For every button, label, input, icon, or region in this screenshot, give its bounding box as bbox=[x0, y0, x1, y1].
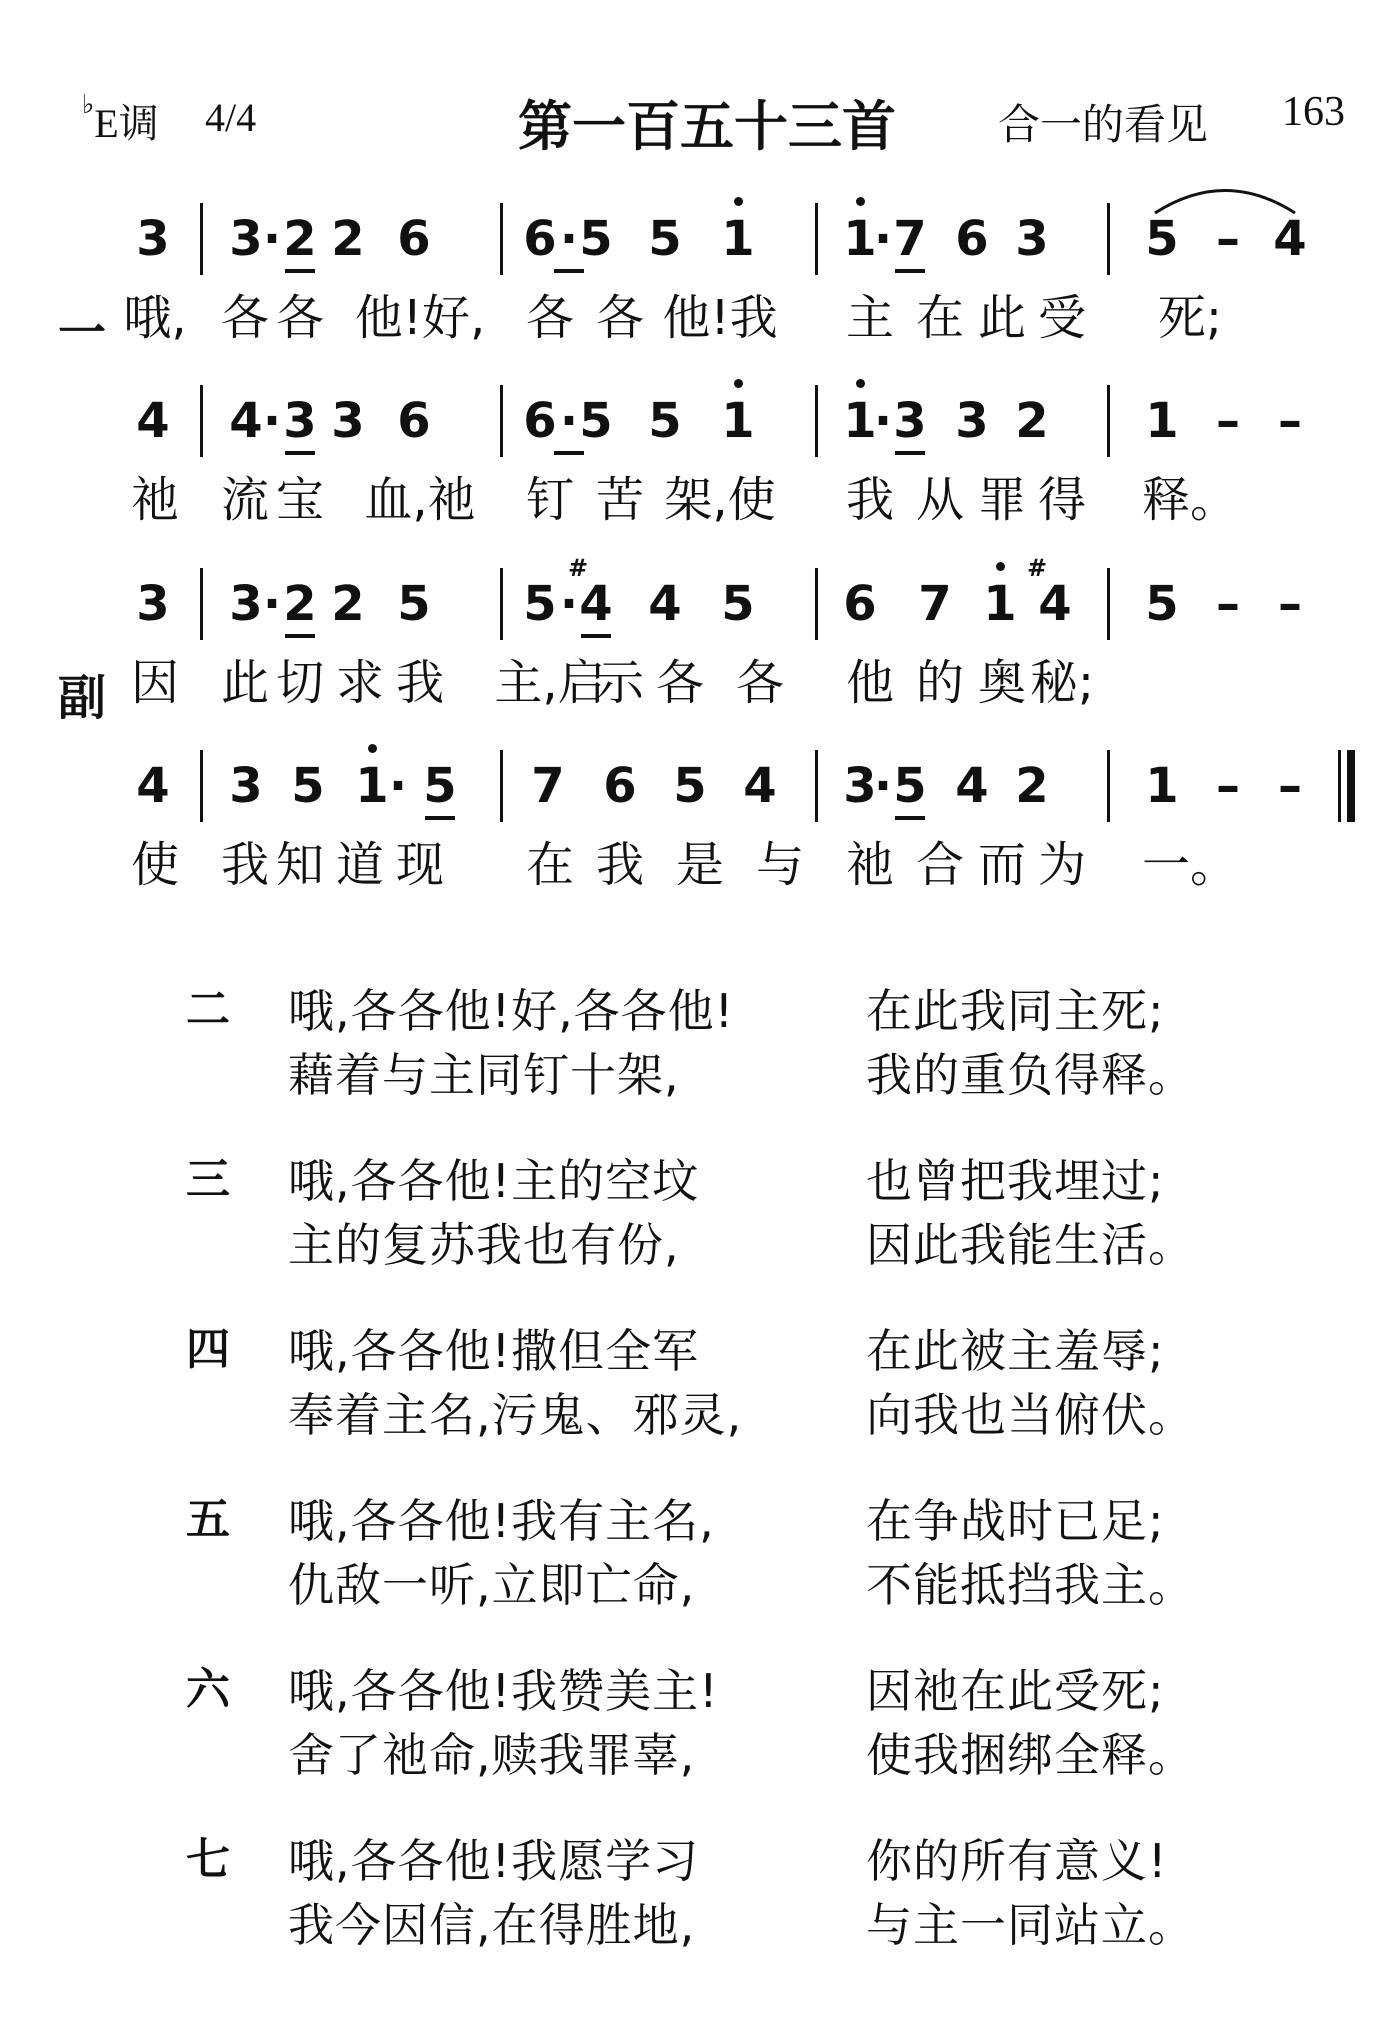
note: · bbox=[388, 758, 408, 814]
lyric-syllable: 各 bbox=[595, 290, 645, 346]
barline bbox=[500, 568, 503, 640]
eighth-underline bbox=[425, 816, 455, 820]
note: 6 bbox=[955, 211, 989, 267]
verse-line: 在争战时已足; bbox=[866, 1494, 1165, 1548]
lyric-syllable: 各 bbox=[735, 655, 785, 711]
octave-dot bbox=[996, 562, 1005, 571]
lyric-syllable: 从 bbox=[915, 472, 965, 528]
lyric-syllable: 祂 bbox=[845, 837, 895, 893]
note: 4 bbox=[136, 758, 170, 814]
note: 5 bbox=[291, 758, 325, 814]
note: 5 bbox=[721, 576, 755, 632]
verse-marker: 副 bbox=[58, 670, 107, 726]
note: 2 bbox=[331, 211, 365, 267]
verse-line: 向我也当俯伏。 bbox=[866, 1388, 1195, 1442]
note: 3 bbox=[136, 576, 170, 632]
lyric-syllable: 此 bbox=[977, 290, 1027, 346]
octave-dot bbox=[734, 379, 743, 388]
octave-dot bbox=[734, 197, 743, 206]
hymn-subtitle: 合一的看见 bbox=[998, 100, 1209, 149]
barline bbox=[200, 385, 203, 457]
note: 3 bbox=[893, 393, 927, 449]
note: 6 bbox=[603, 758, 637, 814]
lyric-syllable: 使 bbox=[130, 837, 180, 893]
verse-line: 哦,各各他!好,各各他! bbox=[288, 984, 735, 1038]
sharp-sign: # bbox=[1027, 554, 1048, 582]
barline bbox=[1107, 203, 1110, 275]
barline bbox=[500, 385, 503, 457]
barline bbox=[1107, 750, 1110, 822]
lyric-syllable: 我 bbox=[595, 837, 645, 893]
note: 4 bbox=[1273, 211, 1307, 267]
verse-marker: 一 bbox=[58, 305, 107, 361]
verse-line: 因此我能生活。 bbox=[866, 1218, 1195, 1272]
note: 5 bbox=[423, 758, 457, 814]
eighth-underline bbox=[554, 451, 584, 455]
eighth-underline bbox=[285, 451, 315, 455]
verse-number: 六 bbox=[186, 1664, 230, 1715]
lyric-syllable: 我 bbox=[845, 472, 895, 528]
verse-line: 仇敌一听,立即亡命, bbox=[288, 1558, 696, 1612]
note: 3 bbox=[229, 758, 263, 814]
lyric-syllable: 此 bbox=[220, 655, 270, 711]
lyric-syllable: 各 bbox=[655, 655, 705, 711]
lyric-syllable: 秘; bbox=[1029, 655, 1095, 711]
note: 4 bbox=[136, 393, 170, 449]
lyric-syllable: 与 bbox=[755, 837, 805, 893]
note: 2 bbox=[1015, 758, 1049, 814]
final-barline bbox=[1347, 750, 1355, 822]
note: 2 bbox=[283, 211, 317, 267]
lyric-syllable: 各 bbox=[275, 290, 325, 346]
lyric-syllable: 他!好, bbox=[354, 290, 486, 346]
note: · bbox=[873, 211, 893, 267]
note: 4 bbox=[1038, 576, 1072, 632]
note: · bbox=[262, 211, 282, 267]
lyric-syllable: 他!我 bbox=[662, 290, 778, 346]
verse-number: 三 bbox=[186, 1154, 230, 1205]
lyric-syllable: 释。 bbox=[1141, 472, 1239, 528]
octave-dot bbox=[856, 379, 865, 388]
verse-number: 二 bbox=[186, 984, 230, 1035]
final-barline bbox=[1338, 750, 1341, 822]
lyric-syllable: 道 bbox=[335, 837, 385, 893]
note: 3 bbox=[283, 393, 317, 449]
verse-line: 在此我同主死; bbox=[866, 984, 1165, 1038]
note: 5 bbox=[648, 211, 682, 267]
barline bbox=[1107, 385, 1110, 457]
verse-line: 奉着主名,污鬼、邪灵, bbox=[288, 1388, 743, 1442]
sharp-sign: # bbox=[568, 554, 589, 582]
lyric-syllable: 求 bbox=[335, 655, 385, 711]
note: 1 bbox=[1145, 758, 1179, 814]
barline bbox=[815, 385, 818, 457]
note: 1 bbox=[721, 393, 755, 449]
lyric-syllable: 而 bbox=[977, 837, 1027, 893]
lyric-syllable: 死; bbox=[1157, 290, 1223, 346]
lyric-syllable: 一。 bbox=[1141, 837, 1239, 893]
verse-line: 也曾把我埋过; bbox=[866, 1154, 1165, 1208]
note: – bbox=[1216, 211, 1240, 267]
lyric-syllable: 宝 bbox=[275, 472, 325, 528]
note: 4 bbox=[743, 758, 777, 814]
verse-line: 与主一同站立。 bbox=[866, 1898, 1195, 1952]
lyric-syllable: 知 bbox=[275, 837, 325, 893]
note: 3 bbox=[136, 211, 170, 267]
note: 1 bbox=[843, 393, 877, 449]
note: 3 bbox=[955, 393, 989, 449]
note: 5 bbox=[648, 393, 682, 449]
barline bbox=[500, 203, 503, 275]
note: – bbox=[1216, 393, 1240, 449]
lyric-syllable: 现 bbox=[395, 837, 445, 893]
verse-line: 主的复苏我也有份, bbox=[288, 1218, 680, 1272]
octave-dot bbox=[368, 744, 377, 753]
verse-line: 舍了祂命,赎我罪辜, bbox=[288, 1728, 696, 1782]
note: 2 bbox=[1015, 393, 1049, 449]
lyric-syllable: 因 bbox=[130, 655, 180, 711]
lyric-syllable: 祂 bbox=[130, 472, 180, 528]
verse-line: 哦,各各他!我赞美主! bbox=[288, 1664, 719, 1718]
note: 1 bbox=[355, 758, 389, 814]
note: 3 bbox=[331, 393, 365, 449]
note: 5 bbox=[397, 576, 431, 632]
eighth-underline bbox=[285, 269, 315, 273]
barline bbox=[200, 203, 203, 275]
note: 6 bbox=[397, 393, 431, 449]
note: 6 bbox=[397, 211, 431, 267]
note: 4 bbox=[955, 758, 989, 814]
note: 1 bbox=[1145, 393, 1179, 449]
lyric-syllable: 是 bbox=[675, 837, 725, 893]
lyric-syllable: 各 bbox=[525, 290, 575, 346]
lyric-syllable: 哦, bbox=[123, 290, 187, 346]
verse-line: 不能抵挡我主。 bbox=[866, 1558, 1195, 1612]
time-signature: 4/4 bbox=[205, 95, 257, 140]
note: 3 bbox=[1015, 211, 1049, 267]
verse-line: 藉着与主同钉十架, bbox=[288, 1048, 680, 1102]
note: · bbox=[873, 393, 893, 449]
verse-line: 哦,各各他!撒但全军 bbox=[288, 1324, 700, 1378]
note: 5 bbox=[893, 758, 927, 814]
note: 6 bbox=[523, 393, 557, 449]
barline bbox=[200, 568, 203, 640]
hymn-title: 第一百五十三首 bbox=[518, 95, 896, 158]
lyric-syllable: 主 bbox=[845, 290, 895, 346]
lyric-syllable: 切 bbox=[275, 655, 325, 711]
note: – bbox=[1278, 393, 1302, 449]
note: · bbox=[559, 393, 579, 449]
note: · bbox=[559, 576, 579, 632]
eighth-underline bbox=[554, 269, 584, 273]
verse-number: 四 bbox=[186, 1324, 230, 1375]
lyric-syllable: 在 bbox=[525, 837, 575, 893]
verse-line: 哦,各各他!我愿学习 bbox=[288, 1834, 700, 1888]
verse-line: 在此被主羞辱; bbox=[866, 1324, 1165, 1378]
note: 4 bbox=[648, 576, 682, 632]
note: 5 bbox=[673, 758, 707, 814]
eighth-underline bbox=[895, 269, 925, 273]
lyric-syllable: 各 bbox=[220, 290, 270, 346]
barline bbox=[815, 750, 818, 822]
verse-line: 哦,各各他!主的空坟 bbox=[288, 1154, 700, 1208]
note: · bbox=[559, 211, 579, 267]
barline bbox=[1107, 568, 1110, 640]
eighth-underline bbox=[895, 816, 925, 820]
note: 5 bbox=[579, 211, 613, 267]
lyric-syllable: 合 bbox=[915, 837, 965, 893]
lyric-syllable: 血,祂 bbox=[364, 472, 476, 528]
eighth-underline bbox=[581, 634, 611, 638]
octave-dot bbox=[856, 197, 865, 206]
note: 2 bbox=[283, 576, 317, 632]
note: 3 bbox=[229, 211, 263, 267]
lyric-syllable: 钉 bbox=[525, 472, 575, 528]
lyric-syllable: 为 bbox=[1037, 837, 1087, 893]
lyric-syllable: 得 bbox=[1037, 472, 1087, 528]
note: – bbox=[1278, 758, 1302, 814]
verse-number: 七 bbox=[186, 1834, 230, 1885]
barline bbox=[500, 750, 503, 822]
barline bbox=[200, 750, 203, 822]
lyric-syllable: 的 bbox=[915, 655, 965, 711]
lyric-syllable: 架,使 bbox=[664, 472, 776, 528]
note: 5 bbox=[523, 576, 557, 632]
note: – bbox=[1216, 758, 1240, 814]
lyric-syllable: 流 bbox=[220, 472, 270, 528]
barline bbox=[815, 203, 818, 275]
verse-line: 因祂在此受死; bbox=[866, 1664, 1165, 1718]
lyric-syllable: 在 bbox=[915, 290, 965, 346]
lyric-syllable: 受 bbox=[1037, 290, 1087, 346]
note: 1 bbox=[721, 211, 755, 267]
lyric-syllable: 奥 bbox=[977, 655, 1027, 711]
note: 4 bbox=[579, 576, 613, 632]
note: – bbox=[1278, 576, 1302, 632]
lyric-syllable: 主,启 bbox=[494, 655, 606, 711]
eighth-underline bbox=[895, 451, 925, 455]
note: 5 bbox=[579, 393, 613, 449]
note: 7 bbox=[893, 211, 927, 267]
verse-number: 五 bbox=[186, 1494, 230, 1545]
note: 6 bbox=[843, 576, 877, 632]
note: 3 bbox=[229, 576, 263, 632]
tie-arc bbox=[1150, 178, 1300, 218]
note: 5 bbox=[1145, 576, 1179, 632]
note: 1 bbox=[983, 576, 1017, 632]
lyric-syllable: 示 bbox=[595, 655, 645, 711]
verse-line: 我今因信,在得胜地, bbox=[288, 1898, 696, 1952]
lyric-syllable: 他 bbox=[845, 655, 895, 711]
note: · bbox=[873, 758, 893, 814]
note: 6 bbox=[523, 211, 557, 267]
note: 3 bbox=[843, 758, 877, 814]
note: – bbox=[1216, 576, 1240, 632]
note: · bbox=[262, 393, 282, 449]
verse-line: 哦,各各他!我有主名, bbox=[288, 1494, 715, 1548]
lyric-syllable: 苦 bbox=[595, 472, 645, 528]
note: 4 bbox=[229, 393, 263, 449]
lyric-syllable: 我 bbox=[395, 655, 445, 711]
page-number: 163 bbox=[1282, 89, 1345, 135]
note: · bbox=[262, 576, 282, 632]
key-signature: ♭E调 bbox=[82, 89, 159, 146]
note: 1 bbox=[843, 211, 877, 267]
verse-line: 使我捆绑全释。 bbox=[866, 1728, 1195, 1782]
eighth-underline bbox=[285, 634, 315, 638]
note: 7 bbox=[918, 576, 952, 632]
verse-line: 我的重负得释。 bbox=[866, 1048, 1195, 1102]
barline bbox=[815, 568, 818, 640]
note: 2 bbox=[331, 576, 365, 632]
note: 7 bbox=[531, 758, 565, 814]
lyric-syllable: 我 bbox=[220, 837, 270, 893]
note: 5 bbox=[1145, 211, 1179, 267]
verse-line: 你的所有意义! bbox=[866, 1834, 1168, 1888]
lyric-syllable: 罪 bbox=[977, 472, 1027, 528]
